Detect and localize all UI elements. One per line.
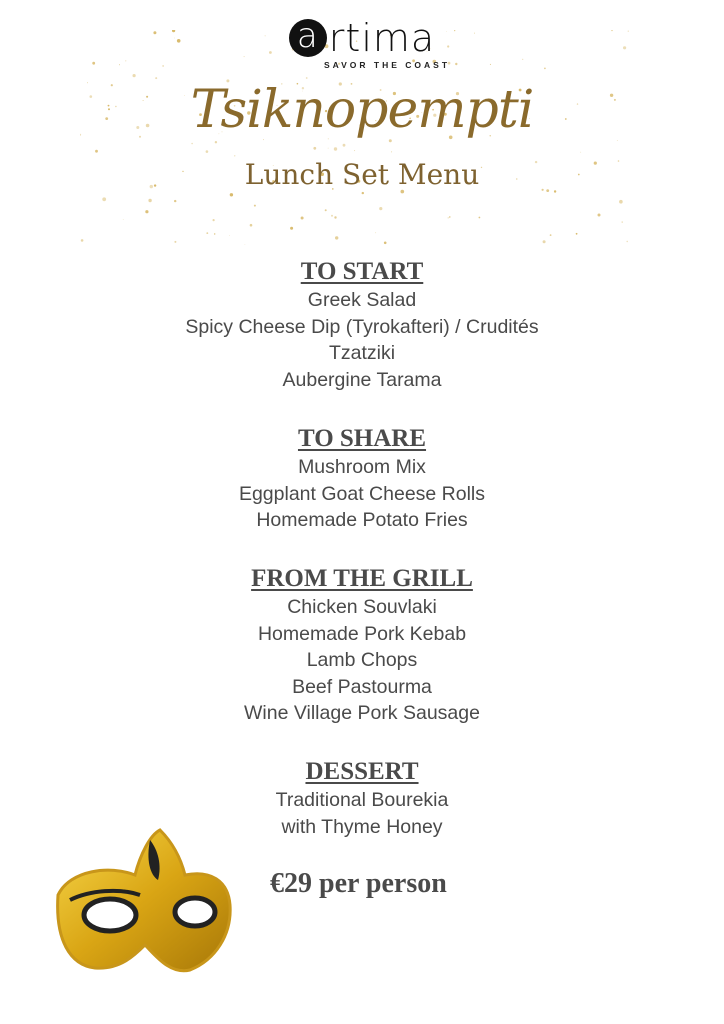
price: €29 per person	[270, 868, 447, 899]
menu-item: Spicy Cheese Dip (Tyrokafteri) / Crudités	[185, 315, 539, 338]
menu-item: Greek Salad	[307, 289, 417, 311]
section-to-share	[0, 424, 724, 534]
menu-item: Beef Pastourma	[292, 675, 432, 698]
menu-title: Tsiknopempti	[190, 80, 534, 140]
menu-item: Mushroom Mix	[298, 456, 426, 478]
menu-item: Homemade Potato Fries	[256, 509, 468, 531]
menu-item: Wine Village Pork Sausage	[244, 702, 480, 724]
menu-subtitle: Lunch Set Menu	[244, 158, 480, 191]
menu-item: Lamb Chops	[306, 649, 418, 671]
menu-item: Traditional Bourekia	[275, 789, 449, 811]
section-heading: FROM THE GRILL	[251, 565, 473, 592]
section-heading: TO START	[300, 258, 424, 285]
menu-item: Eggplant Goat Cheese Rolls	[238, 482, 486, 505]
artima-logo	[0, 18, 724, 70]
section-from-the-grill	[0, 564, 724, 727]
menu-item: Aubergine Tarama	[282, 368, 442, 391]
section-heading: DESSERT	[305, 758, 419, 785]
carnival-mask-image	[50, 820, 235, 980]
menu-item: Chicken Souvlaki	[287, 596, 437, 618]
section-heading: TO SHARE	[297, 425, 427, 452]
logo-word: rtima	[328, 16, 436, 60]
menu-item: Homemade Pork Kebab	[257, 622, 467, 645]
menu-item: Tzatziki	[328, 342, 396, 364]
menu-item: with Thyme Honey	[281, 815, 443, 838]
logo-letter: a	[289, 19, 327, 57]
section-to-start	[0, 257, 724, 393]
tagline: SAVOR THE COAST	[323, 60, 451, 70]
